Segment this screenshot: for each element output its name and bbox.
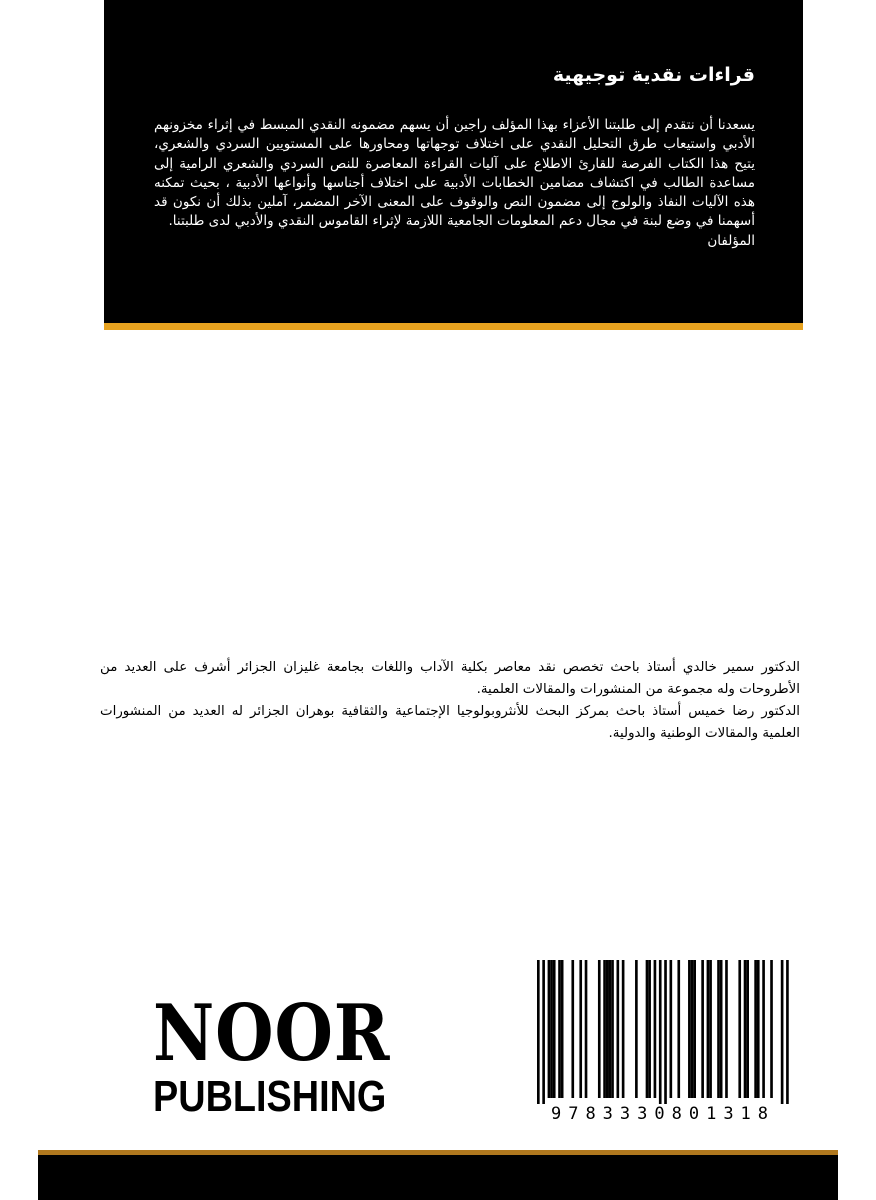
barcode-bar — [770, 960, 773, 1098]
publisher-logo-line1: NOOR — [153, 988, 391, 1079]
author-bio-2: الدكتور رضا خميس أستاذ باحث بمركز البحث للأنثروبولوجيا الإجتماعية والثقافية بوهران الجزائر له العديد من المنشورات العلمية والمقالات الوطنية والدولية. — [100, 704, 800, 741]
barcode-bar — [670, 960, 673, 1098]
barcode-bar — [550, 960, 553, 1098]
bottom-band — [38, 1150, 838, 1200]
barcode-bar — [688, 960, 691, 1098]
barcode-bar — [707, 960, 710, 1098]
publisher-logo — [153, 988, 403, 1121]
barcode-bar — [781, 960, 784, 1104]
barcode-bar — [754, 960, 757, 1098]
barcode-bar — [717, 960, 720, 1098]
barcode-bar — [609, 960, 612, 1098]
barcode-bar — [635, 960, 638, 1098]
barcode-bar — [648, 960, 651, 1098]
barcode-bar — [561, 960, 564, 1098]
blurb — [154, 116, 755, 251]
barcode-bar — [585, 960, 588, 1098]
barcode-bar — [558, 960, 561, 1098]
barcode-bar — [548, 960, 551, 1098]
barcode-bar — [579, 960, 582, 1098]
barcode-bar — [537, 960, 540, 1104]
barcode-bar — [598, 960, 601, 1098]
barcode-bar — [646, 960, 649, 1098]
barcode-bar — [677, 960, 680, 1098]
barcode-bar — [738, 960, 741, 1098]
author-bios — [100, 657, 800, 745]
book-title: قراءات نقدية توجيهية — [552, 64, 755, 86]
barcode-bar — [786, 960, 789, 1104]
back-cover-panel — [104, 0, 803, 330]
barcode-bar — [553, 960, 556, 1098]
barcode-bar — [617, 960, 620, 1098]
barcode-bar — [571, 960, 574, 1098]
blurb-signature: المؤلفان — [707, 232, 755, 249]
barcode-bar — [611, 960, 614, 1098]
barcode-bar — [709, 960, 712, 1098]
barcode-bar — [744, 960, 747, 1098]
barcode-bar — [701, 960, 704, 1098]
barcode-bar — [725, 960, 728, 1098]
barcode-bar — [762, 960, 765, 1098]
isbn-barcode — [531, 960, 795, 1134]
barcode-bar — [746, 960, 749, 1098]
barcode-bar — [693, 960, 696, 1098]
author-bio-1: الدكتور سمير خالدي أستاذ باحث تخصص نقد معاصر بكلية الآداب واللغات بجامعة غليزان الجزائر أشرف على العديد من الأطروحات وله مجموعة من المنشورات والمقالات العلمية. — [100, 660, 800, 697]
barcode-bar — [622, 960, 625, 1098]
barcode-bar — [720, 960, 723, 1098]
barcode-bars — [531, 960, 795, 1104]
blurb-text: يسعدنا أن نتقدم إلى طلبتنا الأعزاء بهذا المؤلف راجين أن يسهم مضمونه النقدي المبسط في إثراء مخزونهم الأدبي واستيعاب طرق التحليل النقدي على اختلاف توجهاتها ومحاورها على المستويين السردي والشعري، يتيح هذا الكتاب الفرصة للقارئ الاطلاع على آليات القراءة المعاصرة للنص السردي والشعري الرامية إلى مساعدة الطالب في اكتشاف مضامين الخطابات الأدبية على اختلاف أجناسها وأنواعها الأدبية ، بحيث تمكنه هذه الآليات النفاذ والولوج إلى مضمون النص والوقوف على المعنى الآخر المضمر، آملين بذلك أن نكون قد أسهمنا في وضع لبنة في مجال دعم المعلومات الجامعية اللازمة لإثراء القاموس النقدي والأدبي لدى طلبتنا. — [154, 117, 755, 230]
barcode-bar — [542, 960, 545, 1104]
barcode-bar — [654, 960, 657, 1098]
publisher-logo-line2: PUBLISHING — [153, 1072, 387, 1121]
barcode-bar — [603, 960, 606, 1098]
barcode-bar — [691, 960, 694, 1098]
barcode-bar — [664, 960, 667, 1104]
barcode-bar — [757, 960, 760, 1098]
barcode-bar — [606, 960, 609, 1098]
barcode-number: 9783330801318 — [550, 1104, 776, 1124]
barcode-bar — [659, 960, 662, 1104]
